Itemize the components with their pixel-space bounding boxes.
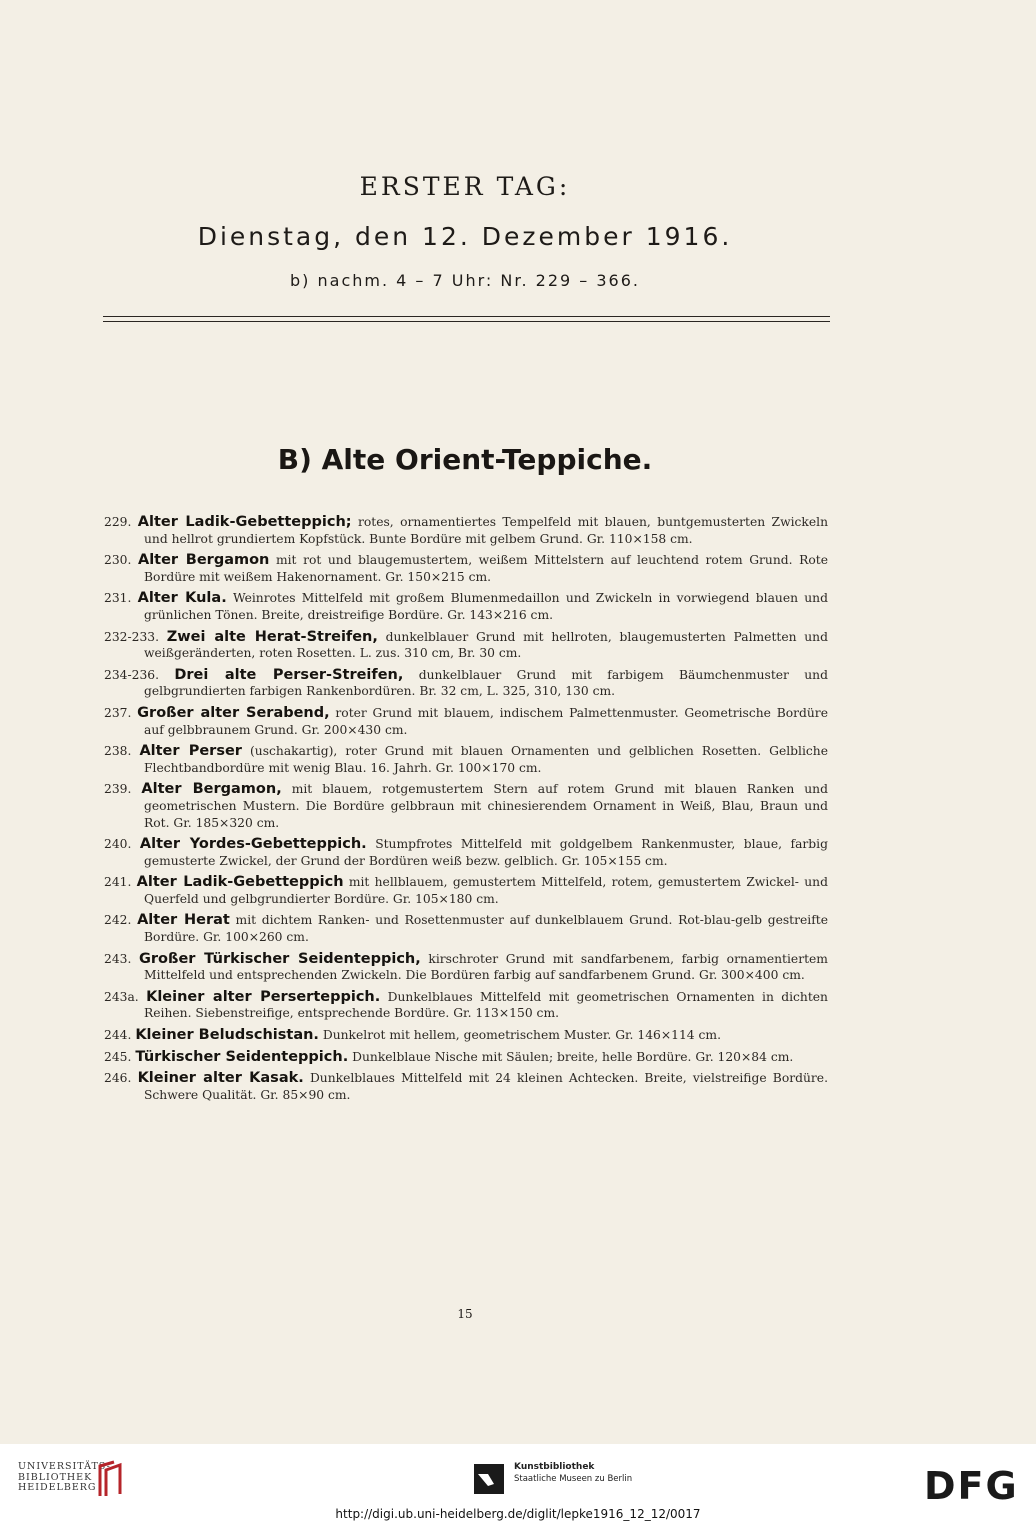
entry-title: Drei alte Perser-Streifen, <box>174 666 404 683</box>
entry-description: dunkelblauer Grund mit hellroten, blaugemusterten Palmetten und weißgeränderten, roten Rosetten. L. zus. 310 cm, Br. 30 cm. <box>144 629 828 661</box>
entry-title: Zwei alte Herat-Streifen, <box>166 628 378 645</box>
entry-number: 232-233. <box>104 629 160 644</box>
catalog-entry <box>104 743 828 776</box>
entry-number: 245. <box>104 1049 132 1064</box>
entry-number: 231. <box>104 591 132 606</box>
page-number: 15 <box>457 1307 473 1321</box>
day-heading: ERSTER TAG: <box>359 172 571 201</box>
entry-description: dunkelblauer Grund mit farbigem Bäumchenmuster und gelbgrundierten farbigen Rankenbordüren. Br. 32 cm, L. 325, 310, 130 cm. <box>144 667 828 699</box>
entry-title: Alter Ladik-Gebetteppich <box>136 874 344 891</box>
entry-description: mit blauem, rotgemustertem Stern auf rotem Grund mit blauen Ranken und geometrischen Mustern. Die Bordüre gelbbraun mit chinesierendem Ornament in Weiß, Blau, Braun und Rot. Gr. 185×320 cm. <box>144 782 828 830</box>
entry-title: Alter Yordes-Gebetteppich. <box>139 836 367 853</box>
entry-description: Dunkelblaues Mittelfeld mit 24 kleinen Achtecken. Breite, vielstreifige Bordüre. Schwere Qualität. Gr. 85×90 cm. <box>144 1071 828 1102</box>
entry-description: Weinrotes Mittelfeld mit großem Blumenmedaillon und Zwickeln in vorwiegend blauen und grünlichen Tönen. Breite, dreistreifige Bordüre. Gr. 143×216 cm. <box>144 591 828 622</box>
dfg-text: DFG <box>924 1468 1019 1502</box>
entry-description: Dunkelrot mit hellem, geometrischem Muster. Gr. 146×114 cm. <box>322 1028 721 1043</box>
catalog-entry <box>104 836 828 869</box>
entry-number: 244. <box>104 1028 132 1043</box>
entry-description: mit hellblauem, gemustertem Mittelfeld, rotem, gemustertem Zwickel- und Querfeld und gelbgrundierter Bordüre. Gr. 105×180 cm. <box>144 875 828 906</box>
date-heading: Dienstag, den 12. Dezember 1916. <box>197 222 733 251</box>
uni-line-3: HEIDELBERG <box>18 1482 97 1493</box>
entry-description: kirschroter Grund mit sandfarbenem, farbig ornamentiertem Mittelfeld und entsprechenden Zwickeln. Die Bordüren farbig auf sandfarbenem Grund. Gr. 300×400 cm. <box>144 951 828 983</box>
kunstbibliothek-logo-icon[interactable] <box>474 1464 504 1494</box>
uni-line-1: UNIVERSITÄTS- <box>18 1461 111 1472</box>
entry-number: 241. <box>104 875 132 890</box>
entry-number: 230. <box>104 553 132 568</box>
entry-title: Kleiner Beludschistan. <box>135 1027 319 1044</box>
entry-number: 234-236. <box>104 667 160 682</box>
entry-title: Alter Kula. <box>137 590 227 607</box>
kunstbibliothek-text[interactable] <box>514 1461 632 1485</box>
catalog-entry <box>104 912 828 945</box>
entry-title: Alter Herat <box>137 912 230 929</box>
catalog-entry <box>104 874 828 907</box>
entry-description: Stumpfrotes Mittelfeld mit goldgelbem Rankenmuster, blaue, farbig gemusterte Zwickel, der Grund der Bordüren weiß bezw. gelblich. Gr. 105×155 cm. <box>144 837 828 868</box>
catalog-entry <box>104 705 828 738</box>
entry-description: Dunkelblaue Nische mit Säulen; breite, helle Bordüre. Gr. 120×84 cm. <box>352 1049 794 1064</box>
entry-title: Kleiner alter Kasak. <box>137 1070 304 1087</box>
catalog-entry <box>104 951 828 984</box>
viewer-footer <box>0 1444 1036 1524</box>
entry-description: (uschakartig), roter Grund mit blauen Ornamenten und gelblichen Rosetten. Gelbliche Flechtbandbordüre mit wenig Blau. 16. Jahrh. Gr. 100×170 cm. <box>144 744 828 775</box>
entry-number: 238. <box>104 744 132 759</box>
double-rule-top <box>103 316 830 317</box>
entry-number: 237. <box>104 705 132 720</box>
catalog-entry <box>104 781 828 831</box>
entry-title: Alter Bergamon, <box>141 781 282 798</box>
double-rule-bottom <box>103 321 830 322</box>
entry-title: Alter Perser <box>139 743 242 760</box>
entry-number: 239. <box>104 782 132 797</box>
entry-number: 242. <box>104 913 132 928</box>
entry-description: Dunkelblaues Mittelfeld mit geometrischen Ornamenten in dichten Reihen. Siebenstreifige, entsprechende Bordüre. Gr. 113×150 cm. <box>144 989 828 1021</box>
time-heading: b) nachm. 4 – 7 Uhr: Nr. 229 – 366. <box>290 271 640 290</box>
permalink-url[interactable]: http://digi.ub.uni-heidelberg.de/diglit/lepke1916_12_12/0017 <box>335 1507 701 1521</box>
catalog-entry <box>104 1027 828 1044</box>
catalog-entries <box>104 514 828 1108</box>
entry-title: Großer alter Serabend, <box>137 704 330 721</box>
entry-number: 229. <box>104 515 132 529</box>
kb-line-2: Staatliche Museen zu Berlin <box>514 1474 633 1484</box>
catalog-entry <box>104 989 828 1022</box>
entry-number: 246. <box>104 1071 132 1086</box>
entry-number: 243. <box>104 951 132 966</box>
entry-title: Kleiner alter Perserteppich. <box>146 988 381 1005</box>
kb-line-1: Kunstbibliothek <box>514 1462 595 1472</box>
entry-title: Großer Türkischer Seidenteppich, <box>139 950 421 967</box>
dfg-logo-icon[interactable] <box>924 1468 1022 1502</box>
entry-title: Türkischer Seidenteppich. <box>135 1048 349 1065</box>
catalog-entry <box>104 667 828 700</box>
catalog-entry <box>104 1049 828 1066</box>
uni-heidelberg-logo-icon[interactable] <box>96 1460 124 1500</box>
entry-description: mit rot und blaugemustertem, weißem Mittelstern auf leuchtend rotem Grund. Rote Bordüre mit weißem Hakenornament. Gr. 150×215 cm. <box>144 553 829 584</box>
entry-description: mit dichtem Ranken- und Rosettenmuster auf dunkelblauem Grund. Rot-blau-gelb gestreifte Bordüre. Gr. 100×260 cm. <box>144 913 828 945</box>
catalog-entry <box>104 590 828 623</box>
section-title: B) Alte Orient-Teppiche. <box>277 443 653 476</box>
entry-number: 240. <box>104 837 132 852</box>
entry-number: 243a. <box>104 989 139 1004</box>
catalog-entry <box>104 514 828 547</box>
catalog-entry <box>104 552 828 585</box>
entry-description: roter Grund mit blauem, indischem Palmettenmuster. Geometrische Bordüre auf gelbbraunem Grund. Gr. 200×430 cm. <box>144 705 828 737</box>
entry-description: rotes, ornamentiertes Tempelfeld mit blauen, buntgemusterten Zwickeln und hellrot grundiertem Kopfstück. Bunte Bordüre mit gelbem Grund. Gr. 110×158 cm. <box>144 515 828 546</box>
uni-line-2: BIBLIOTHEK <box>18 1471 93 1483</box>
entry-title: Alter Bergamon <box>137 552 270 569</box>
catalog-entry <box>104 629 828 662</box>
catalog-entry <box>104 1070 828 1103</box>
entry-title: Alter Ladik-Gebetteppich; <box>137 514 352 530</box>
